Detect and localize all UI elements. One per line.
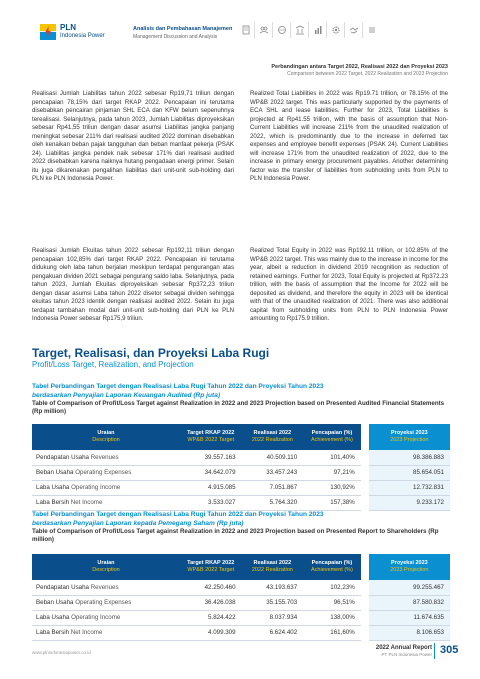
chart-icon[interactable] <box>309 22 327 38</box>
col-pct: Pencapaian (%) Achievement (%) <box>303 424 361 450</box>
list-icon[interactable] <box>363 22 381 38</box>
cell-target: 4.099.309 <box>180 625 242 640</box>
row-label: Laba Usaha Operating Income <box>32 610 180 625</box>
cell-pct: 157,38% <box>303 495 361 510</box>
globe-icon[interactable] <box>273 22 291 38</box>
handshake-icon[interactable] <box>345 22 363 38</box>
row-label: Laba Bersih Net Income <box>32 625 180 640</box>
brand-name: PLN <box>60 23 76 32</box>
document-icon[interactable] <box>237 22 255 38</box>
cell-pct: 130,92% <box>303 480 361 495</box>
cell-real: 33.457.243 <box>242 465 304 480</box>
row-label: Beban Usaha Operating Expenses <box>32 465 180 480</box>
pln-logo <box>40 24 56 40</box>
footer-report-sub: PT PLN Indonesia Power <box>381 652 432 657</box>
footer-divider <box>434 643 435 659</box>
cell-target: 39.557.163 <box>180 450 242 465</box>
col-pct: Pencapaian (%) Achievement (%) <box>303 554 361 580</box>
cell-real: 35.155.703 <box>242 595 304 610</box>
row-label: Pendapatan Usaha Revenues <box>32 580 180 595</box>
table1 <box>32 424 450 511</box>
footer-url[interactable]: www.plnindonesiapower.co.id <box>32 650 91 655</box>
heading-main: Target, Realisasi, dan Proyeksi Laba Rugi <box>32 346 270 360</box>
chapter-subtitle: Management Discussion and Analysis <box>133 34 218 40</box>
paragraph-equity-id: Realisasi Jumlah Ekuitas tahun 2022 sebesar Rp192,11 triliun dengan pencapaian 102,85% dari target RKAP 2022. Pencapaian ini terutama didukung oleh laba tahun berjalan meskipun terdapat pengurangan atas pengakuan dividen 2021 sebagai pengurang saldo laba. Selanjutnya, pada tahun 2023, Jumlah Ekuitas diproyeksikan sebesar Rp372,23 triliun dengan dasar asumsi Laba tahun 2022 disetor sebagai dividen sehingga ekuitas tahun 2023 identik dengan realisasi audited 2022. Selain itu juga terdapat tambahan modal dari unit-unit sub-holding dari PLN ke PLN Indonesia Power sebesar Rp175,9 triliun. <box>32 247 234 322</box>
table-row <box>32 480 450 495</box>
table-row <box>32 465 450 480</box>
cell-target: 34.642.079 <box>180 465 242 480</box>
page-header <box>0 0 480 52</box>
table1-caption <box>32 382 452 416</box>
cell-proj: 87.580.832 <box>369 595 450 610</box>
section-title-en: Comparison between 2022 Target, 2022 Realization and 2023 Projection <box>287 71 448 77</box>
cell-proj: 11.674.635 <box>369 610 450 625</box>
cell-real: 43.193.637 <box>242 580 304 595</box>
table-row <box>32 495 450 510</box>
cell-proj: 99.255.467 <box>369 580 450 595</box>
cell-proj: 85.654.051 <box>369 465 450 480</box>
chapter-nav <box>237 22 381 38</box>
people-icon[interactable] <box>255 22 273 38</box>
table2-caption <box>32 510 452 544</box>
footer-report: 2022 Annual Report <box>375 645 432 651</box>
col-real: Realisasi 2022 2022 Realization <box>242 554 304 580</box>
col-uraian: Uraian Description <box>32 554 180 580</box>
col-real: Realisasi 2022 2022 Realization <box>242 424 304 450</box>
table1-caption-en: Table of Comparison of Profit/Loss Target against Realization in 2022 and 2023 Projection based on Presented Audited Financial Statements (Rp million) <box>32 400 445 415</box>
heading-sub: Profit/Loss Target, Realization, and Projection <box>32 360 194 369</box>
cell-pct: 96,51% <box>303 595 361 610</box>
table-row <box>32 580 450 595</box>
cell-target: 3.533.027 <box>180 495 242 510</box>
cell-real: 8.037.934 <box>242 610 304 625</box>
cell-real: 40.509.110 <box>242 450 304 465</box>
cell-proj: 12.732.831 <box>369 480 450 495</box>
row-label: Beban Usaha Operating Expenses <box>32 595 180 610</box>
cell-proj: 9.233.172 <box>369 495 450 510</box>
table-row <box>32 625 450 640</box>
cell-pct: 102,23% <box>303 580 361 595</box>
table-row <box>32 610 450 625</box>
pillars-icon[interactable] <box>291 22 309 38</box>
gear-icon[interactable] <box>327 22 345 38</box>
page-number: 305 <box>440 644 459 656</box>
chapter-title: Analisis dan Pembahasan Manajemen <box>133 26 233 32</box>
table-row <box>32 595 450 610</box>
col-target: Target RKAP 2022 WP&B 2022 Target <box>180 554 242 580</box>
cell-pct: 138,00% <box>303 610 361 625</box>
cell-target: 4.915.085 <box>180 480 242 495</box>
table2-caption-id-2: berdasarkan Penyajian Laporan kepada Pemegang Saham (Rp juta) <box>32 520 244 527</box>
table2 <box>32 554 450 641</box>
table1-caption-id-2: berdasarkan Penyajian Laporan Keuangan Audited (Rp juta) <box>32 392 221 399</box>
paragraph-liabilities-id: Realisasi Jumlah Liabilitas tahun 2022 sebesar Rp19,71 triliun dengan pencapaian 78,15% dari target RKAP 2022. Pencapaian ini terutama disebabkan pencairan pinjaman SHL ECA dan KFW belum sepenuhnya terealisasi. Selanjutnya, pada tahun 2023, Jumlah Liabilitas diproyeksikan sebesar Rp41,55 triliun dengan dasar asumsi Liabilitas jangka panjang meningkat sebesar 211% dari realisasi audited 2022 dominan disebabkan oleh kenaikan beban pajak tangguhan dan beban manfaat pekerja (PSAK 24). Liabilitas jangka pendek naik sebesar 171% dari realisasi audited 2022 disebabkan karena naiknya hutang pengadaan energi primer. Selain itu juga dikarenakan pengalihan liabilitas dari unit-unit sub-holding dari PLN ke PLN Indonesia Power. <box>32 90 234 182</box>
cell-target: 5.824.422 <box>180 610 242 625</box>
cell-pct: 161,60% <box>303 625 361 640</box>
cell-real: 6.624.402 <box>242 625 304 640</box>
col-target: Target RKAP 2022 WP&B 2022 Target <box>180 424 242 450</box>
paragraph-equity-en: Realized Total Equity in 2022 was Rp192.11 trillion, or 102.85% of the WP&B 2022 target. This was mainly due to the increase in income for the year, albeit a reduction in dividend 2019 recognition as reduction of retained earnings. Further for 2023, Total Equity is projected at Rp372.23 trillion, with the basis of assumption that the Income for 2022 will be deposited as dividend, and therefore the equity in 2023 will be identical with that of the unaudited realization of 2021. There was also additional capital from subholding units from PLN to PLN Indonesia Power amounting to Rp175.9 trillion. <box>250 247 448 322</box>
col-proj: Proyeksi 2023 2023 Projection <box>369 554 450 580</box>
row-label: Pendapatan Usaha Revenues <box>32 450 180 465</box>
row-label: Laba Usaha Operating Income <box>32 480 180 495</box>
table2-caption-id-1: Tabel Perbandingan Target dengan Realisasi Laba Rugi Tahun 2022 dan Proyeksi Tahun 2023 <box>32 511 324 518</box>
cell-target: 42.250.460 <box>180 580 242 595</box>
table2-caption-en: Table of Comparison of Profit/Loss Target against Realization in 2022 and 2023 Projection based on Presented Report to Shareholders (Rp million) <box>32 528 439 543</box>
cell-real: 7.051.867 <box>242 480 304 495</box>
table-header-row <box>32 424 450 450</box>
cell-proj: 8.106.653 <box>369 625 450 640</box>
paragraph-liabilities-en: Realized Total Liabilities in 2022 was Rp19.71 trillion, or 78.15% of the WP&B 2022 target. This was particularly supported by the payments of ECA SHL and lease liabilities. Further for 2023, Total Liabilities is projected at Rp41.55 trillion, with the basis of assumption that Non-Current Liabilities will increase 211% from the unaudited realization of 2022, which is predominantly due to the increase in deferred tax expenses and employee benefit expenses (PSAK 24). Current Liabilities will increase 171% from the unaudited realization of 2022, due to the increase in primary energy procurement payables. Another determining factor was the transfer of liabilities from subholding units from PLN to PLN Indonesia Power. <box>250 90 448 182</box>
row-label: Laba Bersih Net Income <box>32 495 180 510</box>
table1-caption-id-1: Tabel Perbandingan Target dengan Realisasi Laba Rugi Tahun 2022 dan Proyeksi Tahun 2023 <box>32 383 324 390</box>
cell-pct: 97,21% <box>303 465 361 480</box>
col-uraian: Uraian Description <box>32 424 180 450</box>
table-row <box>32 450 450 465</box>
brand-sub: Indonesia Power <box>60 33 105 39</box>
cell-target: 36.426.038 <box>180 595 242 610</box>
section-title: Perbandingan antara Target 2022, Realisasi 2022 dan Proyeksi 2023 <box>271 64 448 70</box>
cell-real: 5.764.320 <box>242 495 304 510</box>
col-proj: Proyeksi 2023 2023 Projection <box>369 424 450 450</box>
cell-proj: 98.386.883 <box>369 450 450 465</box>
cell-pct: 101,40% <box>303 450 361 465</box>
table-header-row <box>32 554 450 580</box>
